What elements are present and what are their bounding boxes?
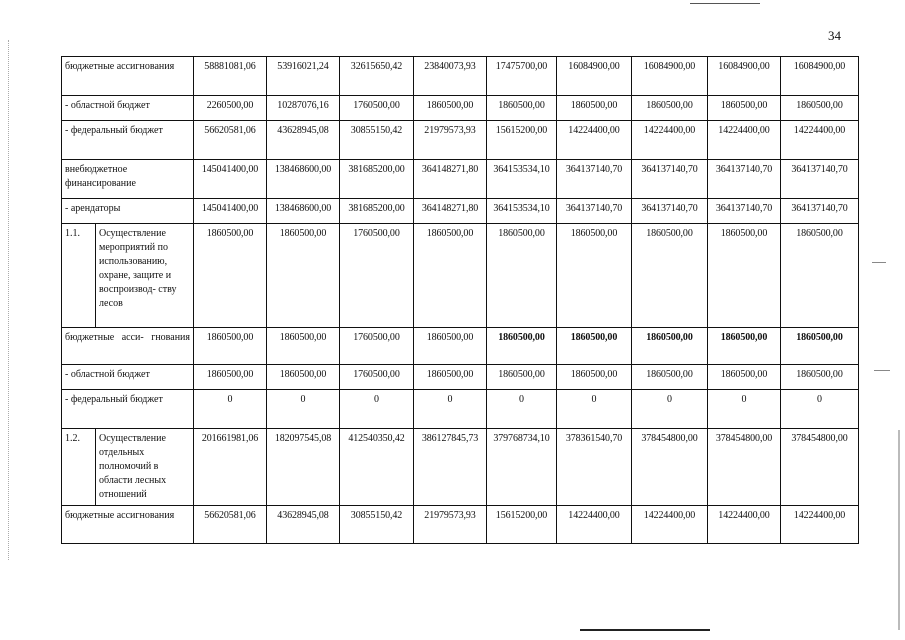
value-cell: 364137140,70	[708, 199, 781, 224]
table-row	[62, 224, 859, 328]
value-cell: 1860500,00	[781, 365, 859, 390]
value-cell: 145041400,00	[194, 160, 267, 199]
value-cell: 364137140,70	[557, 199, 632, 224]
value-cell: 1860500,00	[414, 365, 487, 390]
value-cell: 1860500,00	[781, 96, 859, 121]
row-label: - федеральный бюджет	[62, 121, 194, 160]
value-cell: 43628945,08	[267, 506, 340, 544]
table-row	[62, 328, 859, 365]
value-cell: 1760500,00	[340, 365, 414, 390]
value-cell: 58881081,06	[194, 57, 267, 96]
value-cell: 0	[781, 390, 859, 429]
value-cell: 0	[267, 390, 340, 429]
value-cell: 23840073,93	[414, 57, 487, 96]
value-cell: 138468600,00	[267, 160, 340, 199]
value-cell: 1860500,00	[708, 365, 781, 390]
value-cell: 14224400,00	[781, 506, 859, 544]
row-label: - областной бюджет	[62, 96, 194, 121]
value-cell: 378454800,00	[781, 429, 859, 506]
value-cell: 1860500,00	[194, 328, 267, 365]
value-cell: 0	[194, 390, 267, 429]
value-cell: 2260500,00	[194, 96, 267, 121]
value-cell: 1860500,00	[487, 328, 557, 365]
row-label: - областной бюджет	[62, 365, 194, 390]
scan-speck	[874, 370, 890, 371]
value-cell: 412540350,42	[340, 429, 414, 506]
value-cell: 14224400,00	[632, 506, 708, 544]
value-cell: 1760500,00	[340, 328, 414, 365]
value-cell: 0	[632, 390, 708, 429]
value-cell: 1860500,00	[632, 365, 708, 390]
table-row	[62, 390, 859, 429]
value-cell: 1860500,00	[487, 224, 557, 328]
value-cell: 1860500,00	[708, 96, 781, 121]
value-cell: 182097545,08	[267, 429, 340, 506]
value-cell: 145041400,00	[194, 199, 267, 224]
value-cell: 1860500,00	[781, 328, 859, 365]
row-label: - федеральный бюджет	[62, 390, 194, 429]
value-cell: 21979573,93	[414, 506, 487, 544]
value-cell: 364137140,70	[632, 160, 708, 199]
value-cell: 1860500,00	[194, 224, 267, 328]
bottom-rule	[580, 629, 710, 631]
value-cell: 364153534,10	[487, 160, 557, 199]
value-cell: 14224400,00	[708, 121, 781, 160]
table-row	[62, 429, 859, 506]
row-label: бюджетные ассигнования	[62, 57, 194, 96]
value-cell: 381685200,00	[340, 199, 414, 224]
item-code: 1.1.	[62, 224, 96, 328]
value-cell: 1860500,00	[487, 365, 557, 390]
value-cell: 364148271,80	[414, 160, 487, 199]
value-cell: 15615200,00	[487, 506, 557, 544]
value-cell: 201661981,06	[194, 429, 267, 506]
value-cell: 1860500,00	[267, 224, 340, 328]
value-cell: 364137140,70	[708, 160, 781, 199]
value-cell: 1860500,00	[414, 224, 487, 328]
value-cell: 364137140,70	[781, 199, 859, 224]
top-rule	[690, 3, 760, 4]
value-cell: 138468600,00	[267, 199, 340, 224]
value-cell: 1860500,00	[708, 224, 781, 328]
table-body	[62, 57, 859, 544]
table-row	[62, 365, 859, 390]
value-cell: 0	[487, 390, 557, 429]
value-cell: 56620581,06	[194, 121, 267, 160]
value-cell: 378361540,70	[557, 429, 632, 506]
value-cell: 1860500,00	[557, 96, 632, 121]
value-cell: 1860500,00	[267, 328, 340, 365]
row-label: бюджетные ассигнования	[62, 506, 194, 544]
value-cell: 53916021,24	[267, 57, 340, 96]
value-cell: 1860500,00	[632, 96, 708, 121]
value-cell: 1860500,00	[194, 365, 267, 390]
scan-margin-dots	[8, 40, 9, 560]
value-cell: 386127845,73	[414, 429, 487, 506]
budget-table	[61, 56, 859, 544]
value-cell: 32615650,42	[340, 57, 414, 96]
value-cell: 364153534,10	[487, 199, 557, 224]
value-cell: 16084900,00	[632, 57, 708, 96]
value-cell: 379768734,10	[487, 429, 557, 506]
value-cell: 56620581,06	[194, 506, 267, 544]
value-cell: 0	[340, 390, 414, 429]
row-label: бюджетные асси- гнования	[62, 328, 194, 365]
value-cell: 1860500,00	[414, 96, 487, 121]
table-row	[62, 96, 859, 121]
value-cell: 21979573,93	[414, 121, 487, 160]
table-row	[62, 121, 859, 160]
value-cell: 14224400,00	[708, 506, 781, 544]
value-cell: 1860500,00	[632, 328, 708, 365]
item-title: Осуществление отдельных полномочий в области лесных отношений	[96, 429, 194, 506]
value-cell: 17475700,00	[487, 57, 557, 96]
value-cell: 1760500,00	[340, 96, 414, 121]
value-cell: 30855150,42	[340, 506, 414, 544]
value-cell: 0	[414, 390, 487, 429]
value-cell: 10287076,16	[267, 96, 340, 121]
table-row	[62, 506, 859, 544]
value-cell: 364137140,70	[557, 160, 632, 199]
value-cell: 14224400,00	[557, 121, 632, 160]
table-row	[62, 199, 859, 224]
item-title: Осуществление мероприятий по использованию, охране, защите и воспроизвод- ству лесов	[96, 224, 194, 328]
value-cell: 1860500,00	[414, 328, 487, 365]
value-cell: 364137140,70	[781, 160, 859, 199]
value-cell: 381685200,00	[340, 160, 414, 199]
value-cell: 15615200,00	[487, 121, 557, 160]
value-cell: 1860500,00	[557, 328, 632, 365]
value-cell: 1860500,00	[557, 365, 632, 390]
value-cell: 1860500,00	[487, 96, 557, 121]
value-cell: 1860500,00	[781, 224, 859, 328]
table-row	[62, 160, 859, 199]
value-cell: 364148271,80	[414, 199, 487, 224]
scan-edge-line	[898, 430, 900, 630]
value-cell: 14224400,00	[557, 506, 632, 544]
page-number: 34	[828, 28, 841, 43]
value-cell: 1860500,00	[632, 224, 708, 328]
value-cell: 16084900,00	[708, 57, 781, 96]
value-cell: 43628945,08	[267, 121, 340, 160]
value-cell: 16084900,00	[557, 57, 632, 96]
row-label: внебюджетное финансирование	[62, 160, 194, 199]
table-row	[62, 57, 859, 96]
value-cell: 30855150,42	[340, 121, 414, 160]
value-cell: 0	[557, 390, 632, 429]
value-cell: 378454800,00	[708, 429, 781, 506]
value-cell: 364137140,70	[632, 199, 708, 224]
scan-speck	[872, 262, 886, 263]
value-cell: 1760500,00	[340, 224, 414, 328]
value-cell: 0	[708, 390, 781, 429]
value-cell: 14224400,00	[781, 121, 859, 160]
value-cell: 1860500,00	[267, 365, 340, 390]
value-cell: 378454800,00	[632, 429, 708, 506]
value-cell: 1860500,00	[557, 224, 632, 328]
value-cell: 14224400,00	[632, 121, 708, 160]
value-cell: 16084900,00	[781, 57, 859, 96]
row-label: - арендаторы	[62, 199, 194, 224]
item-code: 1.2.	[62, 429, 96, 506]
value-cell: 1860500,00	[708, 328, 781, 365]
